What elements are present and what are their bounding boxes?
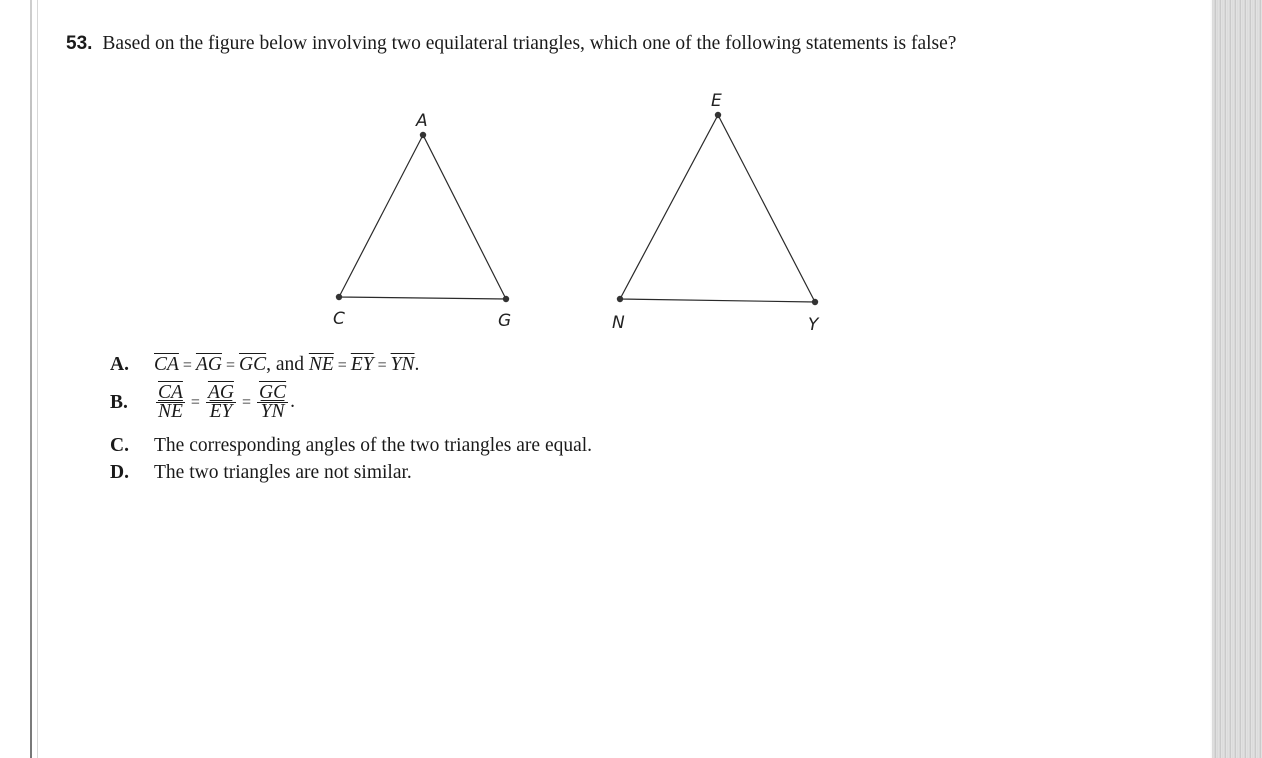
choice-a-letter: A. <box>110 354 129 375</box>
segment-ne: $\overline{NE}$ <box>308 354 334 375</box>
vertex-y-point <box>812 299 818 305</box>
equals-sign: = <box>241 393 251 411</box>
choice-b-period: . <box>290 390 295 412</box>
choice-d-letter: D. <box>110 462 129 483</box>
choice-d-text: The two triangles are not similar. <box>154 462 412 483</box>
equals-sign: = <box>377 357 387 374</box>
fraction-ca-ne <box>156 384 185 421</box>
choice-c-letter: C. <box>110 435 129 456</box>
fraction-numerator: $\overline{GC}$ <box>258 382 287 403</box>
vertex-e-label: E <box>711 91 722 111</box>
vertex-n-point <box>617 296 623 302</box>
vertex-a-point <box>420 132 426 138</box>
question-text: Based on the figure below involving two equilateral triangles, which one of the following statements is false? <box>102 33 957 54</box>
choice-b[interactable] <box>110 384 295 421</box>
fraction-numerator: $\overline{CA}$ <box>158 382 183 403</box>
equals-sign: = <box>182 357 192 374</box>
segment-yn: $\overline{YN}$ <box>390 354 415 375</box>
choice-a[interactable] <box>110 354 419 376</box>
segment-ag: $\overline{AG}$ <box>195 354 222 375</box>
fraction-denominator: NE <box>158 401 183 422</box>
vertex-e-point <box>715 112 721 118</box>
choice-a-period: . <box>414 354 420 375</box>
equals-sign: = <box>337 357 347 374</box>
fraction-denominator: YN <box>260 401 285 422</box>
fraction-gc-yn <box>257 384 288 421</box>
vertex-g-point <box>503 296 509 302</box>
equals-sign: = <box>190 393 200 411</box>
choice-c-text: The corresponding angles of the two triangles are equal. <box>154 435 593 456</box>
vertex-y-label: Y <box>808 315 819 335</box>
vertex-c-point <box>336 294 342 300</box>
triangle-eny <box>612 91 820 335</box>
triangle-eny-outline <box>620 115 815 302</box>
choice-c[interactable] <box>110 435 592 457</box>
equals-sign: = <box>225 357 235 374</box>
fraction-numerator: $\overline{AG}$ <box>207 382 234 403</box>
vertex-a-label: A <box>416 111 428 131</box>
choice-a-and: , and <box>266 354 304 375</box>
fraction-ag-ey <box>206 384 236 421</box>
vertex-g-label: G <box>498 311 512 331</box>
segment-ey: $\overline{EY}$ <box>350 354 374 375</box>
triangle-acg-outline <box>339 135 506 299</box>
segment-ca: $\overline{CA}$ <box>154 354 179 375</box>
vertex-c-label: C <box>333 309 345 329</box>
fraction-denominator: EY <box>209 401 233 422</box>
segment-gc: $\overline{GC}$ <box>238 354 267 375</box>
choice-d[interactable] <box>110 462 412 484</box>
question-number: 53. <box>66 33 93 54</box>
choice-b-letter: B. <box>110 391 128 413</box>
triangle-acg <box>333 111 511 331</box>
vertex-n-label: N <box>612 313 625 333</box>
